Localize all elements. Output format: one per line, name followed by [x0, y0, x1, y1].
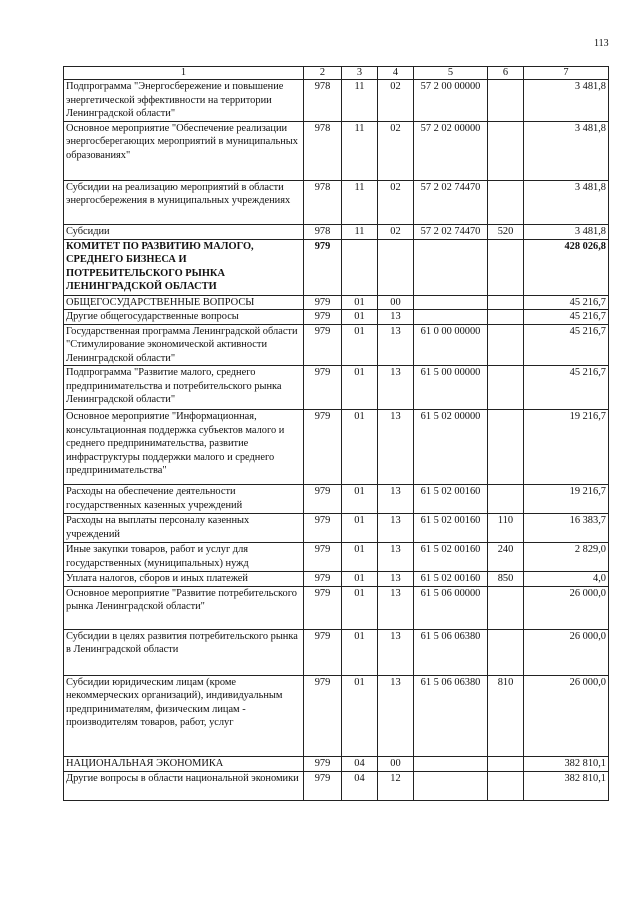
header-cell: 4: [378, 67, 414, 80]
target-article-cell: 61 5 00 00000: [414, 366, 488, 410]
section-code-cell: 01: [342, 410, 378, 485]
expense-type-cell: [488, 180, 524, 224]
expense-type-cell: [488, 410, 524, 485]
ministry-code-cell: 979: [304, 586, 342, 629]
table-row: [64, 310, 609, 325]
table-row: [64, 485, 609, 514]
expense-type-cell: 110: [488, 514, 524, 543]
table-header-row: [64, 67, 609, 80]
amount-cell: 16 383,7: [524, 514, 609, 543]
target-article-cell: 61 5 02 00160: [414, 543, 488, 572]
table-row: [64, 410, 609, 485]
expense-type-cell: [488, 586, 524, 629]
expense-type-cell: [488, 121, 524, 180]
table-row: [64, 366, 609, 410]
subsection-code-cell: 13: [378, 410, 414, 485]
target-article-cell: 57 2 00 00000: [414, 80, 488, 122]
ministry-code-cell: 979: [304, 485, 342, 514]
header-cell: 1: [64, 67, 304, 80]
row-name-cell: Другие вопросы в области национальной экономики: [64, 771, 304, 800]
ministry-code-cell: 979: [304, 295, 342, 310]
expense-type-cell: [488, 310, 524, 325]
header-cell: 7: [524, 67, 609, 80]
amount-cell: 26 000,0: [524, 586, 609, 629]
amount-cell: 26 000,0: [524, 629, 609, 675]
expense-type-cell: [488, 629, 524, 675]
row-name-cell: ОБЩЕГОСУДАРСТВЕННЫЕ ВОПРОСЫ: [64, 295, 304, 310]
subsection-code-cell: 13: [378, 543, 414, 572]
expense-type-cell: 810: [488, 675, 524, 756]
expense-type-cell: [488, 80, 524, 122]
target-article-cell: 61 5 06 00000: [414, 586, 488, 629]
amount-cell: 3 481,8: [524, 121, 609, 180]
subsection-code-cell: 00: [378, 756, 414, 771]
ministry-code-cell: 979: [304, 366, 342, 410]
ministry-code-cell: 979: [304, 310, 342, 325]
subsection-code-cell: 13: [378, 324, 414, 366]
amount-cell: 4,0: [524, 572, 609, 587]
table-row: [64, 295, 609, 310]
target-article-cell: 61 5 02 00160: [414, 514, 488, 543]
ministry-code-cell: 979: [304, 771, 342, 800]
amount-cell: 382 810,1: [524, 756, 609, 771]
expense-type-cell: 850: [488, 572, 524, 587]
row-name-cell: Основное мероприятие "Информационная, консультационная поддержка субъектов малого и среднего предпринимательства, развитие инфраструктуры поддержки малого и среднего предпринимательства": [64, 410, 304, 485]
target-article-cell: [414, 771, 488, 800]
expense-type-cell: [488, 756, 524, 771]
target-article-cell: [414, 756, 488, 771]
header-cell: 6: [488, 67, 524, 80]
section-code-cell: 01: [342, 586, 378, 629]
ministry-code-cell: 979: [304, 675, 342, 756]
target-article-cell: [414, 295, 488, 310]
section-code-cell: 11: [342, 121, 378, 180]
ministry-code-cell: 979: [304, 239, 342, 295]
header-cell: 2: [304, 67, 342, 80]
subsection-code-cell: 02: [378, 121, 414, 180]
row-name-cell: Расходы на обеспечение деятельности государственных казенных учреждений: [64, 485, 304, 514]
subsection-code-cell: 13: [378, 485, 414, 514]
amount-cell: 45 216,7: [524, 310, 609, 325]
expense-type-cell: [488, 771, 524, 800]
expense-type-cell: [488, 295, 524, 310]
amount-cell: 45 216,7: [524, 366, 609, 410]
ministry-code-cell: 979: [304, 410, 342, 485]
table-row: [64, 324, 609, 366]
section-code-cell: 11: [342, 80, 378, 122]
subsection-code-cell: 13: [378, 310, 414, 325]
amount-cell: 19 216,7: [524, 410, 609, 485]
target-article-cell: 61 5 02 00000: [414, 410, 488, 485]
subsection-code-cell: 13: [378, 572, 414, 587]
expense-type-cell: [488, 239, 524, 295]
amount-cell: 2 829,0: [524, 543, 609, 572]
ministry-code-cell: 979: [304, 514, 342, 543]
amount-cell: 382 810,1: [524, 771, 609, 800]
table-row: [64, 586, 609, 629]
section-code-cell: 01: [342, 324, 378, 366]
subsection-code-cell: 02: [378, 180, 414, 224]
target-article-cell: [414, 310, 488, 325]
table-row: [64, 121, 609, 180]
ministry-code-cell: 979: [304, 324, 342, 366]
row-name-cell: Государственная программа Ленинградской области "Стимулирование экономической активности Ленинградской области": [64, 324, 304, 366]
target-article-cell: 61 5 06 06380: [414, 675, 488, 756]
target-article-cell: 61 5 02 00160: [414, 485, 488, 514]
subsection-code-cell: 12: [378, 771, 414, 800]
table-row: [64, 239, 609, 295]
ministry-code-cell: 979: [304, 543, 342, 572]
table-row: [64, 756, 609, 771]
amount-cell: 26 000,0: [524, 675, 609, 756]
table-row: [64, 180, 609, 224]
target-article-cell: [414, 239, 488, 295]
table-row: [64, 771, 609, 800]
table-row: [64, 629, 609, 675]
section-code-cell: 01: [342, 543, 378, 572]
target-article-cell: 57 2 02 74470: [414, 180, 488, 224]
row-name-cell: Подпрограмма "Энергосбережение и повышение энергетической эффективности на территории Ленинградской области": [64, 80, 304, 122]
row-name-cell: Основное мероприятие "Развитие потребительского рынка Ленинградской области": [64, 586, 304, 629]
row-name-cell: Расходы на выплаты персоналу казенных учреждений: [64, 514, 304, 543]
section-code-cell: 01: [342, 295, 378, 310]
row-name-cell: Иные закупки товаров, работ и услуг для государственных (муниципальных) нужд: [64, 543, 304, 572]
page-number: 113: [594, 38, 609, 49]
expense-type-cell: [488, 324, 524, 366]
subsection-code-cell: 13: [378, 675, 414, 756]
section-code-cell: 01: [342, 675, 378, 756]
row-name-cell: Другие общегосударственные вопросы: [64, 310, 304, 325]
ministry-code-cell: 979: [304, 756, 342, 771]
target-article-cell: 61 5 06 06380: [414, 629, 488, 675]
row-name-cell: Субсидии юридическим лицам (кроме некоммерческих организаций), индивидуальным предпринимателям, физическим лицам - производителям товаров, работ, услуг: [64, 675, 304, 756]
subsection-code-cell: 13: [378, 366, 414, 410]
amount-cell: 19 216,7: [524, 485, 609, 514]
row-name-cell: НАЦИОНАЛЬНАЯ ЭКОНОМИКА: [64, 756, 304, 771]
section-code-cell: 01: [342, 310, 378, 325]
subsection-code-cell: 02: [378, 80, 414, 122]
row-name-cell: Субсидии: [64, 224, 304, 239]
section-code-cell: 01: [342, 485, 378, 514]
amount-cell: 3 481,8: [524, 180, 609, 224]
table-row: [64, 224, 609, 239]
amount-cell: 45 216,7: [524, 295, 609, 310]
amount-cell: 3 481,8: [524, 80, 609, 122]
section-code-cell: 04: [342, 756, 378, 771]
section-code-cell: 01: [342, 366, 378, 410]
expense-type-cell: [488, 366, 524, 410]
row-name-cell: Субсидии на реализацию мероприятий в области энергосбережения в муниципальных учреждениях: [64, 180, 304, 224]
table-row: [64, 80, 609, 122]
row-name-cell: КОМИТЕТ ПО РАЗВИТИЮ МАЛОГО, СРЕДНЕГО БИЗНЕСА И ПОТРЕБИТЕЛЬСКОГО РЫНКА ЛЕНИНГРАДСКОЙ ОБЛАСТИ: [64, 239, 304, 295]
subsection-code-cell: 13: [378, 586, 414, 629]
expense-type-cell: 520: [488, 224, 524, 239]
section-code-cell: 01: [342, 572, 378, 587]
section-code-cell: [342, 239, 378, 295]
ministry-code-cell: 978: [304, 224, 342, 239]
ministry-code-cell: 979: [304, 629, 342, 675]
section-code-cell: 01: [342, 629, 378, 675]
row-name-cell: Уплата налогов, сборов и иных платежей: [64, 572, 304, 587]
section-code-cell: 04: [342, 771, 378, 800]
expense-type-cell: 240: [488, 543, 524, 572]
expense-type-cell: [488, 485, 524, 514]
table-row: [64, 514, 609, 543]
header-cell: 3: [342, 67, 378, 80]
target-article-cell: 61 5 02 00160: [414, 572, 488, 587]
amount-cell: 45 216,7: [524, 324, 609, 366]
subsection-code-cell: 02: [378, 224, 414, 239]
row-name-cell: Основное мероприятие "Обеспечение реализации энергосберегающих мероприятий в муниципальных образованиях": [64, 121, 304, 180]
section-code-cell: 01: [342, 514, 378, 543]
amount-cell: 428 026,8: [524, 239, 609, 295]
target-article-cell: 61 0 00 00000: [414, 324, 488, 366]
subsection-code-cell: 13: [378, 514, 414, 543]
table-row: [64, 543, 609, 572]
amount-cell: 3 481,8: [524, 224, 609, 239]
subsection-code-cell: [378, 239, 414, 295]
ministry-code-cell: 978: [304, 121, 342, 180]
header-cell: 5: [414, 67, 488, 80]
table-row: [64, 675, 609, 756]
ministry-code-cell: 978: [304, 80, 342, 122]
budget-table: [63, 66, 609, 801]
row-name-cell: Субсидии в целях развития потребительского рынка в Ленинградской области: [64, 629, 304, 675]
table-row: [64, 572, 609, 587]
ministry-code-cell: 978: [304, 180, 342, 224]
subsection-code-cell: 13: [378, 629, 414, 675]
row-name-cell: Подпрограмма "Развитие малого, среднего предпринимательства и потребительского рынка Ленинградской области": [64, 366, 304, 410]
target-article-cell: 57 2 02 00000: [414, 121, 488, 180]
section-code-cell: 11: [342, 224, 378, 239]
ministry-code-cell: 979: [304, 572, 342, 587]
section-code-cell: 11: [342, 180, 378, 224]
target-article-cell: 57 2 02 74470: [414, 224, 488, 239]
subsection-code-cell: 00: [378, 295, 414, 310]
